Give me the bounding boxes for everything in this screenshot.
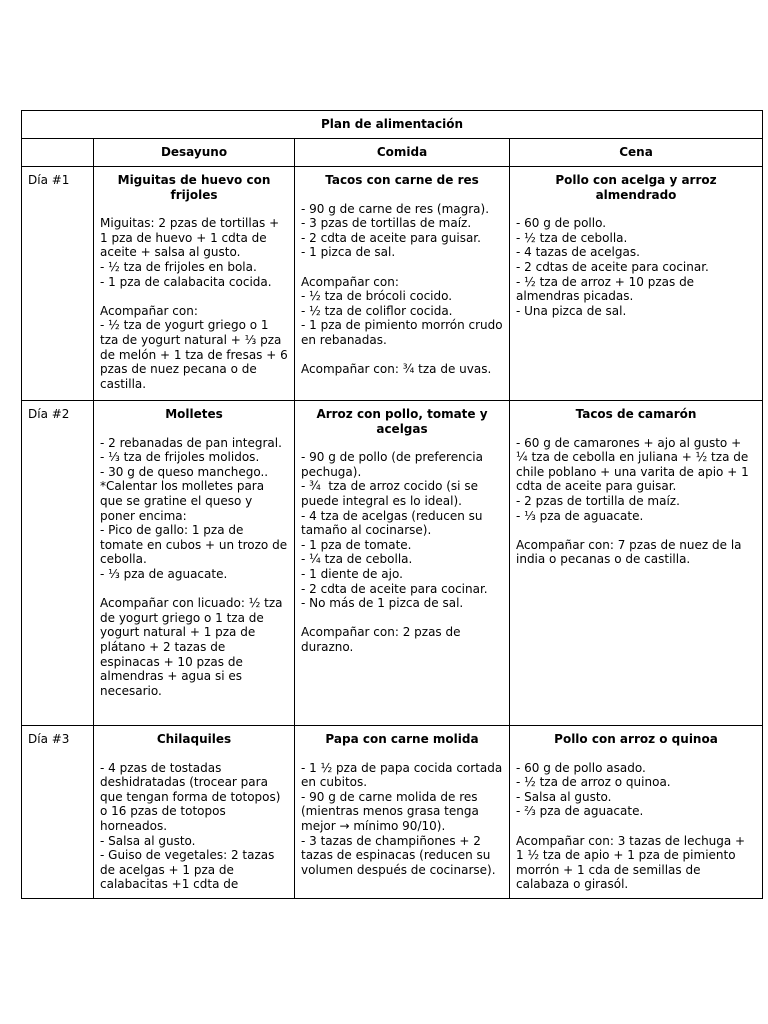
meal-line: Acompañar con: 2 pzas de durazno. [301, 625, 465, 654]
meal-line: - 60 g de camarones + ajo al gusto + ¼ tza de cebolla en juliana + ½ tza de chile poblano + una varita de apio + 1 cdta de aceite para guisar. [516, 435, 753, 494]
meal-title: Pollo con arroz o quinoa [554, 732, 718, 746]
day-label: Día #2 [22, 401, 94, 726]
meal-line: - ⅓ tza de frijoles molidos. [100, 450, 260, 465]
meal-cell-cena [510, 726, 763, 899]
meal-line: - ½ tza de coliflor cocida. [301, 303, 453, 318]
meal-title: Pollo con acelga y arroz almendrado [555, 173, 717, 202]
meal-cell-desayuno [94, 401, 295, 726]
meal-line: - ¼ tza de cebolla. [301, 552, 413, 567]
meal-line: - 1 diente de ajo. [301, 566, 403, 581]
meal-title: Tacos de camarón [575, 407, 697, 421]
meal-line: Acompañar con: ¾ tza de uvas. [301, 362, 492, 377]
meal-line: - 2 cdta de aceite para cocinar. [301, 581, 488, 596]
spacer [100, 289, 288, 304]
header-row [22, 139, 763, 167]
meal-line: - 2 cdtas de aceite para cocinar. [516, 259, 709, 274]
day-row [22, 401, 763, 726]
meal-line: - ½ tza de cebolla. [516, 230, 628, 245]
meal-line: - ⅓ pza de aguacate. [100, 566, 228, 581]
meal-line: - 60 g de pollo. [516, 216, 607, 231]
meal-line: - ⅓ pza de aguacate. [516, 508, 644, 523]
meal-line: - 2 rebanadas de pan integral. [100, 435, 282, 450]
meal-line: - ½ tza de frijoles en bola. [100, 259, 257, 274]
meal-title: Arroz con pollo, tomate y acelgas [316, 407, 488, 436]
meal-line: - ½ tza de brócoli cocido. [301, 289, 453, 304]
day-row [22, 167, 763, 401]
meal-line: - Pico de gallo: 1 pza de tomate en cubos + un trozo de cebolla. [100, 523, 291, 567]
meal-line: Acompañar con: [100, 303, 198, 318]
meal-line: - ½ tza de arroz + 10 pzas de almendras picadas. [516, 274, 698, 304]
spacer [100, 582, 288, 597]
meal-line: - 1 pizca de sal. [301, 245, 396, 260]
day-row [22, 726, 763, 899]
meal-title: Molletes [165, 407, 223, 421]
meal-line: Acompañar con: [301, 274, 399, 289]
meal-line: - 1 ½ pza de papa cocida cortada en cubitos. [301, 760, 507, 790]
meal-cell-comida [295, 401, 510, 726]
meal-line: - 2 cdta de aceite para guisar. [301, 230, 481, 245]
meal-title: Papa con carne molida [325, 732, 479, 746]
meal-cell-desayuno [94, 726, 295, 899]
meal-plan-table [21, 110, 763, 899]
meal-line: - 90 g de carne molida de res (mientras menos grasa tenga mejor → mínimo 90/10). [301, 789, 483, 833]
meal-line: Acompañar con licuado: ½ tza de yogurt griego o 1 tza de yogurt natural + 1 pza de plátano + 2 tazas de espinacas + 10 pzas de almendras + agua si es necesario. [100, 596, 287, 698]
spacer [516, 523, 756, 538]
spacer [301, 611, 503, 626]
meal-line: - 4 tazas de acelgas. [516, 245, 640, 260]
spacer [301, 260, 503, 275]
meal-line: - 3 tazas de champiñones + 2 tazas de espinacas (reducen su volumen después de cocinarse). [301, 833, 496, 877]
header-cena: Cena [510, 139, 763, 167]
meal-title: Chilaquiles [156, 732, 232, 746]
meal-cell-cena [510, 167, 763, 401]
meal-line: - No más de 1 pizca de sal. [301, 596, 464, 611]
meal-cell-comida [295, 167, 510, 401]
meal-line: - 3 pzas de tortillas de maíz. [301, 216, 472, 231]
meal-line: Miguitas: 2 pzas de tortillas + 1 pza de huevo + 1 cdta de aceite + salsa al gusto. [100, 216, 284, 260]
meal-line: - Salsa al gusto. [100, 833, 196, 848]
meal-line: - Guiso de vegetales: 2 tazas de acelgas + 1 pza de calabacitas +1 cdta de [100, 848, 279, 892]
header-desayuno: Desayuno [94, 139, 295, 167]
meal-title: Miguitas de huevo con frijoles [117, 173, 271, 202]
meal-line: - ⅔ pza de aguacate. [516, 804, 644, 819]
meal-line: Acompañar con: 7 pzas de nuez de la india o pecanas o de castilla. [516, 537, 746, 567]
meal-cell-cena [510, 401, 763, 726]
meal-line: - 2 pzas de tortilla de maíz. [516, 493, 680, 508]
header-comida: Comida [295, 139, 510, 167]
spacer [301, 348, 503, 363]
meal-line: - 1 pza de pimiento morrón crudo en rebanadas. [301, 318, 507, 347]
meal-cell-desayuno [94, 167, 295, 401]
meal-line: - 60 g de pollo asado. [516, 760, 646, 775]
meal-line: - 30 g de queso manchego.. [100, 464, 269, 479]
meal-title: Tacos con carne de res [325, 173, 479, 187]
meal-cell-comida [295, 726, 510, 899]
meal-line: - 4 pzas de tostadas deshidratadas (trocear para que tengan forma de totopos) o 16 pzas de totopos horneados. [100, 760, 285, 833]
meal-line: - ½ tza de yogurt griego o 1 tza de yogurt natural + ⅓ pza de melón + 1 tza de fresas + 6 pzas de nuez pecana o de castilla. [100, 318, 292, 391]
spacer [516, 819, 756, 834]
day-label: Día #1 [22, 167, 94, 401]
day-label: Día #3 [22, 726, 94, 899]
header-empty-cell [22, 139, 94, 167]
meal-line: - 90 g de pollo (de preferencia pechuga). [301, 450, 487, 479]
table-title: Plan de alimentación [22, 111, 763, 139]
meal-line: - Una pizca de sal. [516, 303, 627, 318]
meal-line: - 1 pza de calabacita cocida. [100, 274, 272, 289]
meal-line: - 90 g de carne de res (magra). [301, 201, 490, 216]
meal-line: - 1 pza de tomate. [301, 537, 412, 552]
meal-line: Acompañar con: 3 tazas de lechuga + 1 ½ tza de apio + 1 pza de pimiento morrón + 1 cda de semillas de calabaza o girasól. [516, 833, 749, 892]
meal-line: - ¾ tza de arroz cocido (si se puede integral es lo ideal). [301, 479, 482, 508]
meal-line: *Calentar los molletes para que se gratine el queso y poner encima: [100, 479, 268, 523]
meal-line: - 4 tza de acelgas (reducen su tamaño al cocinarse). [301, 508, 487, 538]
meal-line: - ½ tza de arroz o quinoa. [516, 775, 671, 790]
meal-line: - Salsa al gusto. [516, 789, 612, 804]
